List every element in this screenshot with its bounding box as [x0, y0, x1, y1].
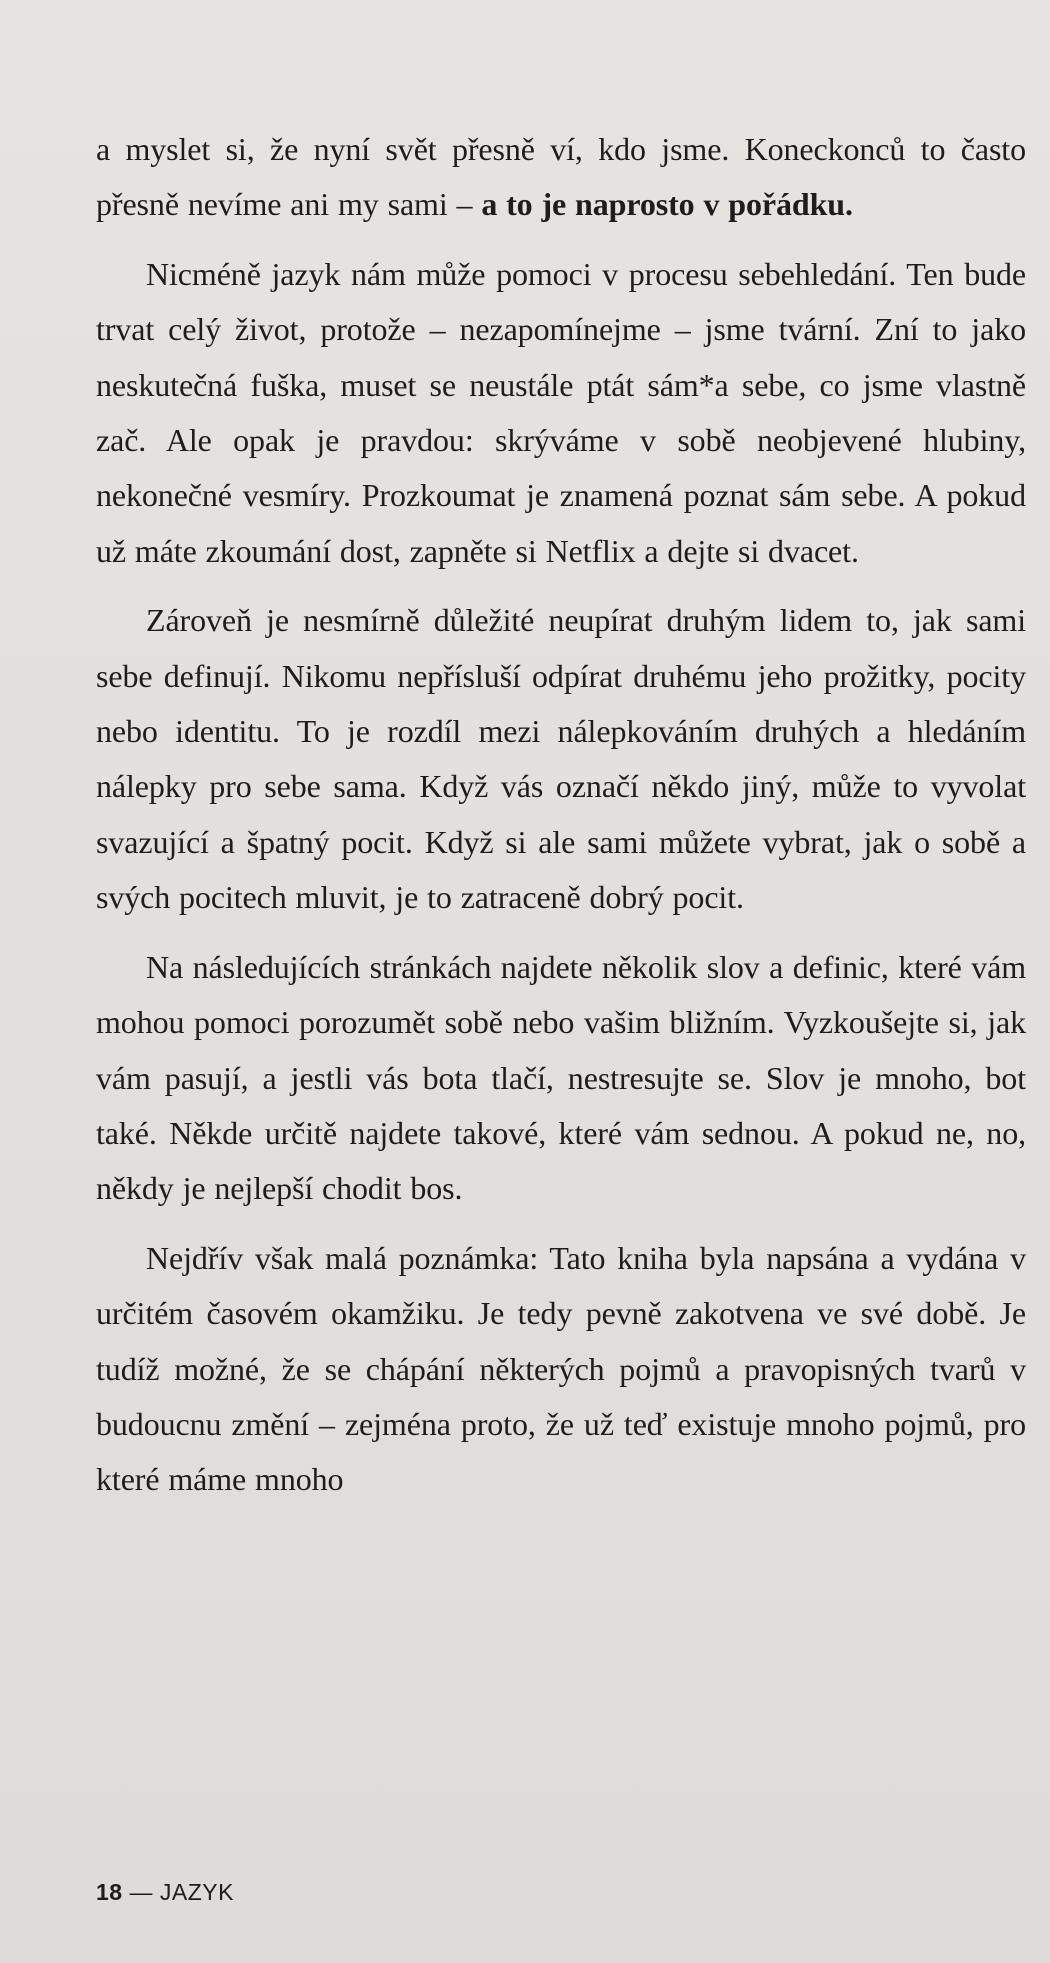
paragraph-1-bold-text: a to je naprosto v pořádku. — [481, 186, 853, 223]
paragraph-2: Nicméně jazyk nám může pomoci v procesu sebehledání. Ten bude trvat celý život, protože – nezapomínejme – jsme tvární. Zní to jako neskutečná fuška, muset se neustále ptát sám*a sebe, co jsme vlastně zač. Ale opak je pravdou: skrýváme v sobě neobjevené hlubiny, nekonečné vesmíry. Prozkoumat je znamená poznat sám sebe. A pokud už máte zkoumání dost, zapněte si Netflix a dejte si dvacet. — [96, 255, 1026, 569]
paragraph-4: Na následujících stránkách najdete několik slov a definic, které vám mohou pomoci porozumět sobě nebo vašim bližním. Vyzkoušejte si, jak vám pasují, a jestli vás bota tlačí, nestresujte se. Slov je mnoho, bot také. Někde určitě najdete takové, které vám sednou. A pokud ne, no, někdy je nejlepší chodit bos. — [96, 948, 1026, 1207]
body-text — [96, 122, 1026, 1508]
paragraph-3: Zároveň je nesmírně důležité neupírat druhým lidem to, jak sami sebe definují. Nikomu nepřísluší odpírat druhému jeho prožitky, pocity nebo identitu. To je rozdíl mezi nálepkováním druhých a hledáním nálepky pro sebe sama. Když vás označí někdo jiný, může to vyvolat svazující a špatný pocit. Když si ale sami můžete vybrat, jak o sobě a svých pocitech mluvit, je to zatraceně dobrý pocit. — [96, 602, 1026, 916]
section-title: JAZYK — [159, 1879, 234, 1905]
page-footer — [96, 1879, 234, 1906]
paragraph-1 — [96, 122, 1026, 233]
paragraph-1-text: a myslet si, že nyní svět přesně ví, kdo jsme. Koneckonců to často přesně nevíme ani my sami – — [96, 131, 1026, 223]
page-number: 18 — [96, 1879, 123, 1905]
paragraph-5: Nejdřív však malá poznámka: Tato kniha byla napsána a vydána v určitém časovém okamžiku. Je tedy pevně zakotvena ve své době. Je tudíž možné, že se chápání některých pojmů a pravopisných tvarů v budoucnu změní – zejména proto, že už teď existuje mnoho pojmů, pro které máme mnoho — [96, 1239, 1026, 1498]
footer-separator: — — [129, 1879, 153, 1905]
